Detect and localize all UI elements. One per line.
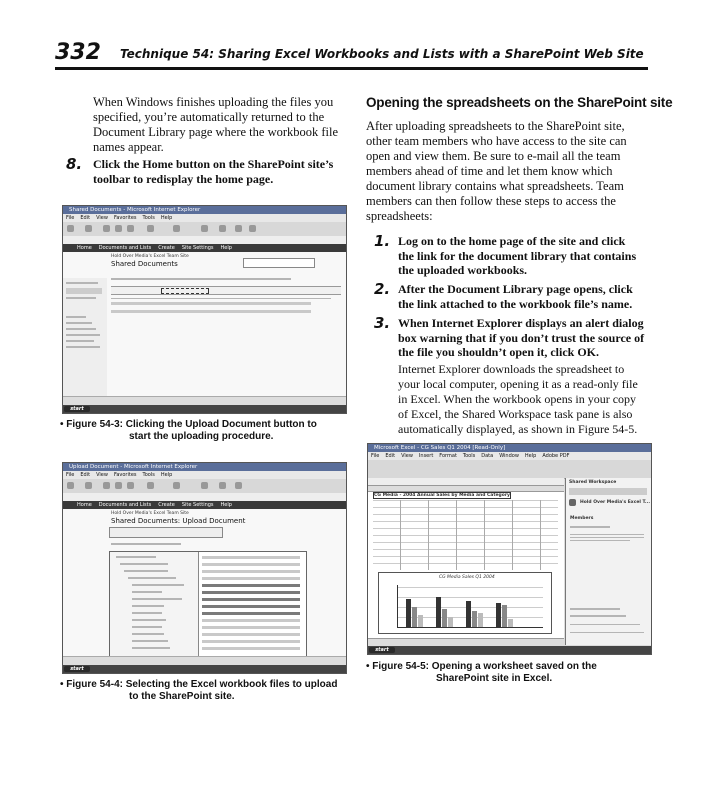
start-button: start	[64, 666, 90, 672]
pane-tabs	[569, 488, 647, 495]
stop-icon	[103, 225, 110, 232]
mail-icon	[235, 482, 242, 489]
figure-54-3-caption: • Figure 54-3: Clicking the Upload Document button to start the uploading procedure.	[60, 419, 317, 442]
excel-menu-bar: File Edit View Insert Format Tools Data Window Help Adobe PDF	[368, 452, 651, 460]
forward-icon	[85, 225, 92, 232]
start-button: start	[369, 647, 395, 653]
site-label: Hold Over Media's Excel Team Site	[111, 511, 189, 516]
taskbar	[368, 646, 651, 654]
chart-bar	[508, 619, 513, 627]
media-icon	[201, 225, 208, 232]
chart-bar	[412, 607, 417, 627]
forward-icon	[85, 482, 92, 489]
chart-bar	[418, 615, 423, 627]
window-titlebar: Upload Document - Microsoft Internet Explorer	[63, 463, 346, 471]
media-icon	[201, 482, 208, 489]
data-grid	[373, 500, 558, 570]
figure-54-3-screenshot	[62, 205, 347, 414]
figure-54-5-caption: • Figure 54-5: Opening a worksheet saved on the SharePoint site in Excel.	[366, 661, 597, 684]
home-icon	[127, 225, 134, 232]
browser-toolbar	[63, 479, 346, 494]
taskbar	[63, 405, 346, 413]
shared-workspace-pane	[565, 478, 652, 645]
refresh-icon	[115, 482, 122, 489]
page-title: Shared Documents: Upload Document	[111, 517, 246, 525]
formula-bar	[368, 478, 564, 486]
chart-title: CG Media Sales Q1 2004	[439, 575, 495, 580]
page-title: Shared Documents	[111, 260, 178, 268]
step-8-number: 8.	[66, 155, 83, 173]
step-1-number: 1.	[374, 232, 391, 250]
window-titlebar: Shared Documents - Microsoft Internet Explorer	[63, 206, 346, 214]
left-intro-paragraph: When Windows finishes uploading the files you specified, you’re automatically returned to the Document Library page where the workbook file names appear.	[93, 95, 339, 154]
chart-bar	[472, 611, 477, 627]
chart-bar	[406, 599, 411, 627]
sales-chart	[378, 572, 552, 634]
chart-bar	[466, 601, 471, 627]
history-icon	[219, 482, 226, 489]
step-3-text: When Internet Explorer displays an alert dialog box warning that if you don’t trust the source of the file you shouldn’t open it, click OK.	[398, 316, 645, 359]
search-input	[243, 258, 315, 268]
sheet-tabs	[368, 638, 564, 646]
stop-icon	[103, 482, 110, 489]
chart-bar	[502, 605, 507, 627]
status-bar	[63, 396, 346, 405]
file-open-dialog	[109, 551, 307, 657]
mail-icon	[235, 225, 242, 232]
page-body	[63, 509, 346, 657]
pane-members-heading: Members	[570, 516, 594, 521]
favorites-icon	[173, 225, 180, 232]
upload-toolbar	[109, 527, 223, 538]
refresh-icon	[115, 225, 122, 232]
browser-toolbar	[63, 222, 346, 237]
chart-bar	[496, 603, 501, 627]
step-3-number: 3.	[374, 314, 391, 332]
back-icon	[67, 225, 74, 232]
menu-bar: File Edit View Favorites Tools Help	[63, 214, 346, 222]
history-icon	[219, 225, 226, 232]
chart-plot-area	[397, 585, 543, 628]
menu-bar: File Edit View Favorites Tools Help	[63, 471, 346, 479]
workspace-icon	[569, 499, 576, 506]
step-8-text: Click the Home button on the SharePoint site’s toolbar to redisplay the home page.	[93, 157, 334, 186]
header-rule	[55, 67, 648, 70]
figure-54-5-screenshot	[367, 443, 652, 655]
search-icon	[147, 225, 154, 232]
sharepoint-nav: Home Documents and Lists Create Site Settings Help	[63, 244, 346, 252]
page-number: 332	[55, 40, 101, 65]
upload-document-button	[161, 288, 209, 294]
figure-54-4-screenshot	[62, 462, 347, 674]
start-button: start	[64, 406, 90, 412]
window-titlebar: Microsoft Excel - CG Sales Q1 2004 [Read-Only]	[368, 444, 651, 452]
step-2-text: After the Document Library page opens, click the link attached to the workbook file’s name.	[398, 282, 633, 311]
after-step-paragraph: Internet Explorer downloads the spreadsheet to your local computer, opening it as a read-only file in Excel. When the workbook opens in your copy of Excel, the Shared Workspace task pane is also automatically displayed, as shown in Figure 54-5.	[398, 362, 638, 436]
status-bar	[63, 656, 346, 665]
chart-bar	[436, 597, 441, 627]
taskbar	[63, 665, 346, 673]
search-icon	[147, 482, 154, 489]
chart-bar	[478, 613, 483, 627]
quick-launch	[63, 278, 107, 397]
chart-bar	[448, 617, 453, 627]
library-toolbar	[111, 286, 341, 295]
site-label: Hold Over Media's Excel Team Site	[111, 254, 189, 259]
pane-title: Shared Workspace	[569, 480, 617, 485]
excel-toolbars	[368, 460, 651, 479]
section-heading: Opening the spreadsheets on the SharePoint site	[366, 95, 673, 110]
figure-54-4-caption: • Figure 54-4: Selecting the Excel workbook files to upload to the SharePoint site.	[60, 679, 338, 702]
step-1-text: Log on to the home page of the site and click the link for the document library that contains the uploaded workbooks.	[398, 234, 637, 277]
sheet-title: CG Media - 2004 Annual Sales by Media and Category	[374, 493, 510, 498]
favorites-icon	[173, 482, 180, 489]
home-icon	[127, 482, 134, 489]
right-intro-paragraph: After uploading spreadsheets to the SharePoint site, other team members who have access to the site can open and view them. Be sure to e-mail all the team members ahead of time and let them know which document library contains what spreadsheets. Team members can then follow these steps to access the spreadsheets:	[366, 119, 627, 223]
sharepoint-nav: Home Documents and Lists Create Site Settings Help	[63, 501, 346, 509]
pane-site-name: Hold Over Media's Excel T...	[580, 500, 651, 505]
back-icon	[67, 482, 74, 489]
page-body	[63, 252, 346, 397]
folder-tree	[110, 552, 199, 656]
worksheet	[368, 486, 564, 638]
print-icon	[249, 225, 256, 232]
chart-bar	[442, 609, 447, 627]
step-2-number: 2.	[374, 280, 391, 298]
running-header-title: Technique 54: Sharing Excel Workbooks and Lists with a SharePoint Web Site	[120, 47, 644, 61]
